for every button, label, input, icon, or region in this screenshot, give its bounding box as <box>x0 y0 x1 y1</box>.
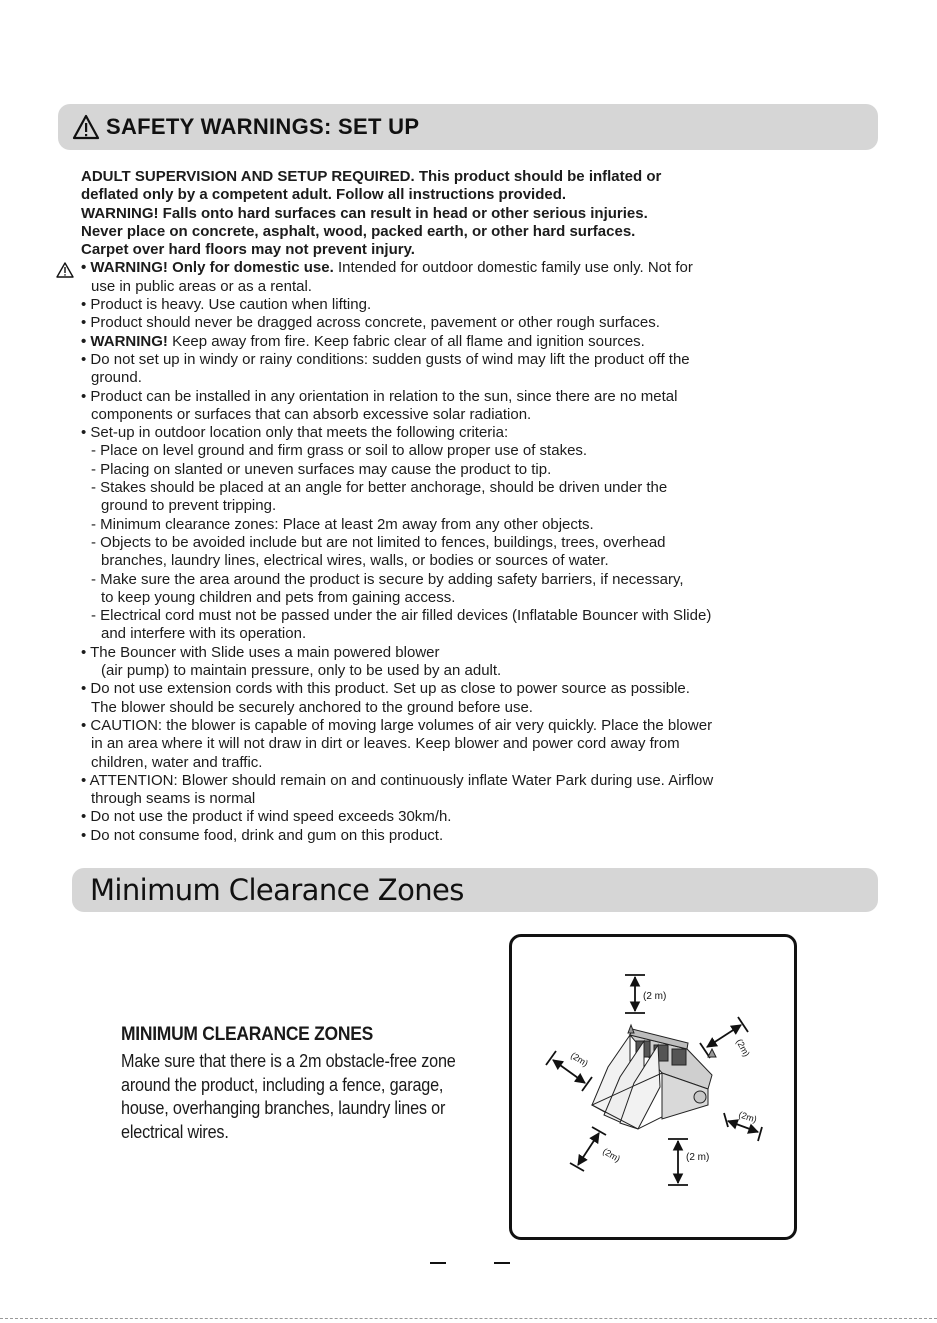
sub-item: - Minimum clearance zones: Place at least 2m away from any other objects. <box>91 515 594 533</box>
bold-warning-line: Never place on concrete, asphalt, wood, packed earth, or other hard surfaces. <box>81 222 636 240</box>
bullet-continuation: (air pump) to maintain pressure, only to be used by an adult. <box>101 662 502 680</box>
sub-item-continuation: branches, laundry lines, electrical wires, walls, or bodies or sources of water. <box>101 552 609 570</box>
safety-warnings-banner <box>58 104 878 150</box>
bullet-item: • CAUTION: the blower is capable of moving large volumes of air very quickly. Place the blower <box>81 716 713 734</box>
bullet-continuation: use in public areas or as a rental. <box>91 277 312 295</box>
dimension-label: (2 m) <box>686 1152 710 1163</box>
bullet-item: • Product can be installed in any orientation in relation to the sun, since there are no metal <box>81 387 678 405</box>
sub-item: - Stakes should be placed at an angle for better anchorage, should be driven under the <box>91 479 668 497</box>
section-title: SAFETY WARNINGS: SET UP <box>106 114 420 139</box>
bold-warning-line: WARNING! Falls onto hard surfaces can result in head or other serious injuries. <box>81 204 648 222</box>
bullet-continuation: ground. <box>91 369 142 387</box>
bullet-item: • Do not use extension cords with this product. Set up as close to power source as possible. <box>81 680 690 698</box>
bullet-item: • Set-up in outdoor location only that meets the following criteria: <box>81 424 509 442</box>
bullet-item: • ATTENTION: Blower should remain on and continuously inflate Water Park during use. Airflow <box>81 771 714 789</box>
bold-warning-line: Carpet over hard floors may not prevent injury. <box>81 241 415 259</box>
page-mark <box>430 1262 446 1264</box>
sub-item-continuation: ground to prevent tripping. <box>101 497 277 515</box>
clearance-paragraph: Make sure that there is a 2m obstacle-free zone around the product, including a fence, garage, house, overhanging branches, laundry lines or electrical wires. <box>121 1051 456 1142</box>
bullet-item <box>81 259 841 277</box>
sub-item: - Place on level ground and firm grass or soil to allow proper use of stakes. <box>91 442 588 460</box>
dimension-label: (2m) <box>737 1109 759 1125</box>
sub-item: - Make sure the area around the product is secure by adding safety barriers, if necessary, <box>91 570 684 588</box>
safety-warnings-text <box>81 168 841 845</box>
bullet-item <box>81 333 841 351</box>
sub-item-continuation: and interfere with its operation. <box>101 625 307 643</box>
bullet-continuation: The blower should be securely anchored to the ground before use. <box>91 698 533 716</box>
bullet-bold: • WARNING! <box>81 332 168 350</box>
clearance-heading: MINIMUM CLEARANCE ZONES <box>121 1024 373 1045</box>
bullet-text: Keep away from fire. Keep fabric clear of all flame and ignition sources. <box>167 332 645 350</box>
dimension-label: (2m) <box>601 1146 623 1164</box>
clearance-zones-text <box>121 1024 491 1144</box>
bold-warning-line: ADULT SUPERVISION AND SETUP REQUIRED. This product should be inflated or <box>81 168 662 185</box>
bullet-text: Intended for outdoor domestic family use only. Not for <box>333 259 693 277</box>
bullet-continuation: components or surfaces that can absorb excessive solar radiation. <box>91 405 532 423</box>
right-top-dimension <box>700 1017 752 1058</box>
dimension-label: (2 m) <box>643 991 667 1002</box>
right-dimension <box>724 1109 762 1141</box>
sub-item-continuation: to keep young children and pets from gaining access. <box>101 588 456 606</box>
sub-item: - Placing on slanted or uneven surfaces may cause the product to tip. <box>91 460 552 478</box>
bullet-bold: • WARNING! Only for domestic use. <box>81 259 334 277</box>
bullet-item: • Product is heavy. Use caution when lifting. <box>81 296 372 314</box>
dimension-label: (2m) <box>734 1037 752 1059</box>
bullet-continuation: through seams is normal <box>91 790 256 808</box>
section-title: Minimum Clearance Zones <box>90 873 464 907</box>
bullet-item: • Do not consume food, drink and gum on this product. <box>81 826 444 844</box>
warning-triangle-icon <box>56 262 74 278</box>
bottom-dimension <box>668 1139 709 1185</box>
page-mark <box>494 1262 510 1264</box>
bullet-continuation: children, water and traffic. <box>91 753 263 771</box>
sub-item: - Electrical cord must not be passed under the air filled devices (Inflatable Bouncer with Slide) <box>91 607 712 625</box>
warning-triangle-icon <box>72 114 100 140</box>
bullet-item: • Product should never be dragged across concrete, pavement or other rough surfaces. <box>81 314 660 332</box>
bullet-item: • Do not use the product if wind speed exceeds 30km/h. <box>81 808 452 826</box>
bouncer-slide-illustration <box>592 1025 716 1129</box>
bottom-left-dimension <box>570 1127 622 1171</box>
left-dimension <box>546 1050 592 1091</box>
dimension-label: (2m) <box>568 1050 590 1069</box>
page-bottom-border <box>0 1318 937 1319</box>
clearance-diagram-illustration <box>512 937 794 1237</box>
bullet-continuation: in an area where it will not draw in dirt or leaves. Keep blower and power cord away from <box>91 735 680 753</box>
clearance-zones-banner <box>72 868 878 912</box>
bullet-item: • Do not set up in windy or rainy conditions: sudden gusts of wind may lift the product off the <box>81 350 690 368</box>
bold-warning-line: deflated only by a competent adult. Follow all instructions provided. <box>81 186 567 204</box>
bullet-item: • The Bouncer with Slide uses a main powered blower <box>81 643 440 661</box>
top-dimension <box>625 975 666 1013</box>
sub-item: - Objects to be avoided include but are not limited to fences, buildings, trees, overhead <box>91 533 666 551</box>
clearance-diagram <box>509 934 797 1240</box>
